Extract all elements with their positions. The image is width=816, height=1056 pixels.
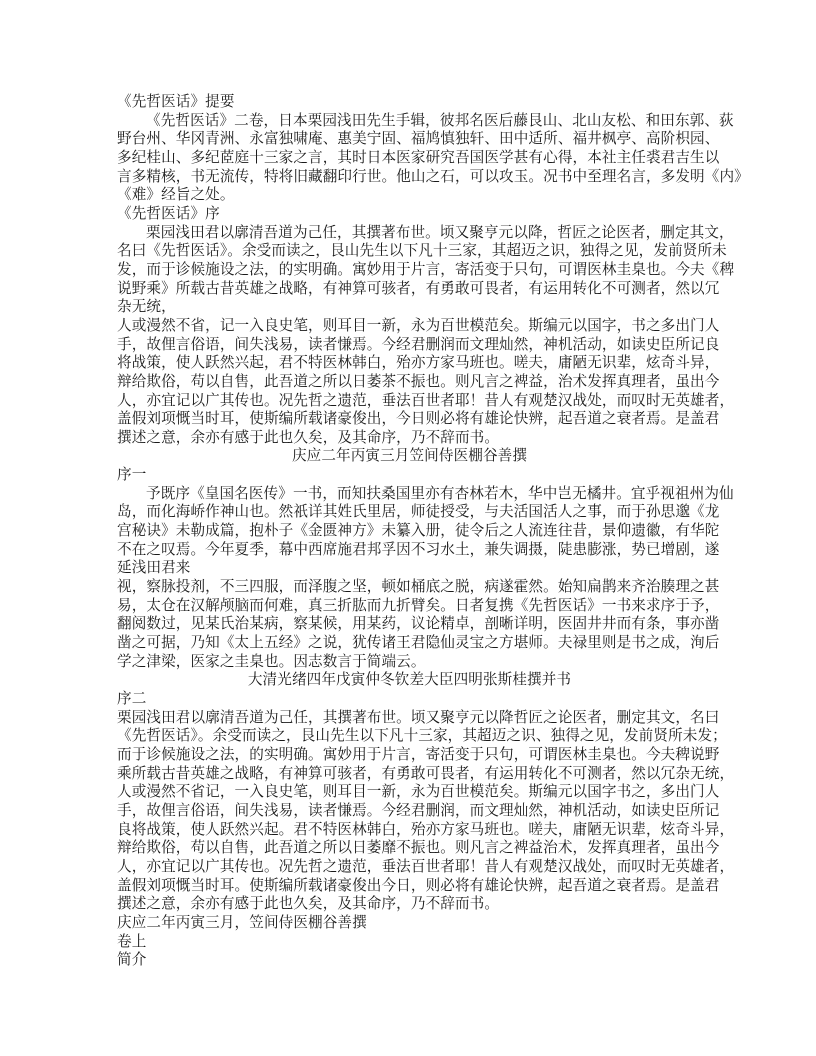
preface-one-paragraph [117,484,734,672]
text-line: 辩给欺俗，苟以自售，此吾道之所以日萎靡不振也。则凡言之裨益治术，发挥真理者，虽出今 [117,839,720,857]
text-line: 言多精核，书无流传，特将旧藏翻印行世。他山之石，可以攻玉。况书中至理名言，多发明《内》 [117,167,749,185]
text-line: 多纪桂山、多纪茝庭十三家之言，其时日本医家研究吾国医学甚有心得，本社主任裘君吉生以 [117,148,720,166]
text-line: 《难》经旨之处。 [117,186,235,204]
text-line: 杂无统， [117,298,176,316]
text-line: 翻阅数过，见某氏治某病，察某候，用某药，议论精卓，剖晰详明，医固井井而有条，事亦凿 [117,615,720,633]
text-line: 盖假刘项慨当时耳。使斯编所载诸豪俊出今日，则必将有雄论快辨，起吾道之衰者焉。是盖君 [117,876,720,894]
text-line: 名曰《先哲医话》。余受而读之，艮山先生以下凡十三家，其超迈之识，独得之见，发前贤所未 [117,242,727,260]
text-line: 栗园浅田君以廓清吾道为己任，其撰著布世。顷又聚亨元以降，哲匠之论医者，删定其文， [146,223,734,241]
document-page [117,93,749,970]
text-line: 予既序《皇国名医传》一书，而知扶桑国里亦有杏林若木，华中岂无橘井。宜乎视祖州为仙 [146,484,734,502]
text-line: 人，亦宜记以广其传也。况先哲之遗范，垂法百世者耶！昔人有观楚汉战处，而叹时无英雄者， [117,857,735,875]
text-line: 说野乘》所载古昔英雄之战略，有神算可骇者，有勇敢可畏者，有运用转化不可测者，然以冗 [117,279,720,297]
tiyao-paragraph [117,111,749,205]
text-line: 凿之可据，乃知《太上五经》之说，犹传诸王君隐仙灵宝之方堪师。夫禄里则是书之成，洵后 [117,634,720,652]
text-line: 撰述之意，余亦有感于此也久矣，及其命序，乃不辞而书。 [117,428,500,446]
text-line: 学之津梁，医家之圭臬也。因志数言于简端云。 [117,652,426,670]
preface-one-signature: 大清光绪四年戊寅仲冬钦差大臣四明张斯桂撰并书 [247,671,572,689]
text-line: 视，察脉投剂，不三四服，而泽腹之坚，顿如桶底之脱，病遂霍然。始知扁鹊来齐治腠理之甚 [117,578,720,596]
text-line: 《先哲医话》。余受而读之，艮山先生以下凡十三家，其超迈之识、独得之见，发前贤所未发； [117,727,727,745]
text-line: 而于诊候施设之法，的实明确。寓妙用于片言，寄活变于只句，可谓医林圭臬也。今夫稗说野 [117,745,720,763]
preface-two-paragraph [117,708,735,914]
preface-signature: 庆应二年丙寅三月笠间侍医棚谷善撰 [291,447,528,465]
text-line: 乘所载古昔英雄之战略，有神算可骇者，有勇敢可畏者，有运用转化不可测者，然以冗杂无统， [117,764,735,782]
preface-one-heading: 序一 [117,466,147,484]
preface-two-heading: 序二 [117,690,147,707]
text-line: 人或漫然不省记，一入良史笔，则耳目一新，永为百世模范矣。斯编元以国字书之，多出门人 [117,783,720,801]
volume-heading: 卷上 [117,932,147,950]
text-line: 野台州、华冈青洲、永富独啸庵、惠美宁固、福鸠慎独轩、田中适所、福井枫亭、高阶枳园、 [117,130,720,148]
text-line: 《先哲医话》二卷，日本栗园浅田先生手辑，彼邦名医后藤艮山、北山友松、和田东郭、荻 [146,111,734,129]
text-line: 发，而于诊候施设之法，的实明确。寓妙用于片言，寄活变于只句，可谓医林圭臬也。今夫《稗 [117,260,735,278]
section-heading: 简介 [117,951,147,969]
preface-heading: 《先哲医话》序 [117,204,220,222]
text-line: 手，故俚言俗语，间失浅易，读者慊焉。今经君删润，而文理灿然，神机活动，如读史臣所记 [117,801,720,819]
text-line: 人，亦宜记以广其传也。况先哲之遗范，垂法百世者耶！昔人有观楚汉战处，而叹时无英雄者， [117,391,735,409]
preface-paragraph [117,223,735,448]
text-line: 手，故俚言俗语，间失浅易，读者慊焉。今经君删润而文理灿然，神机活动，如读史臣所记良 [117,335,720,353]
preface-two-signature: 庆应二年丙寅三月，笠间侍医棚谷善撰 [117,913,367,931]
text-line: 栗园浅田君以廓清吾道为己任，其撰著布世。顷又聚亨元以降哲匠之论医者，删定其文，名曰 [117,708,720,726]
text-line: 不在之叹焉。今年夏季，幕中西席施君邦孚因不习水土，兼失调摄，陡患膨涨，势已增剧，遂 [117,540,720,558]
text-line: 延浅田君来 [117,559,191,577]
text-line: 人或漫然不省，记一入良史笔，则耳目一新，永为百世模范矣。斯编元以国字，书之多出门人 [117,316,720,334]
text-line: 宫秘诀》未勒成篇，抱朴子《金匮神方》未纂入册，徒令后之人流连往昔，景仰遗徽，有华陀 [117,522,720,540]
text-line: 岛，而化海峤作神山也。然祇详其姓氏里居，师徒授受，与夫活国活人之事，而于孙思邈《龙 [117,503,720,521]
text-line: 良将战策，使人跃然兴起。君不特医林韩白，殆亦方家马班也。嗟夫，庸陋无识辈，炫奇斗异， [117,820,735,838]
text-line: 撰述之意，余亦有感于此也久矣，及其命序，乃不辞而书。 [117,895,500,913]
tiyao-heading: 《先哲医话》提要 [117,93,235,110]
text-line: 辩给欺俗，苟以自售，此吾道之所以日萎茶不振也。则凡言之裨益，治术发挥真理者，虽出今 [117,372,720,390]
text-line: 将战策，使人跃然兴起，君不特医林韩白，殆亦方家马班也。嗟夫，庸陋无识辈，炫奇斗异， [117,354,720,372]
text-line: 易，太仓在汉解颅脑而何难，真三折肱而九折臂矣。日者复携《先哲医话》一书来求序于予， [117,596,720,614]
text-line: 盖假刘项慨当时耳，使斯编所载诸豪俊出，今日则必将有雄论快辨，起吾道之衰者焉。是盖君 [117,410,720,428]
